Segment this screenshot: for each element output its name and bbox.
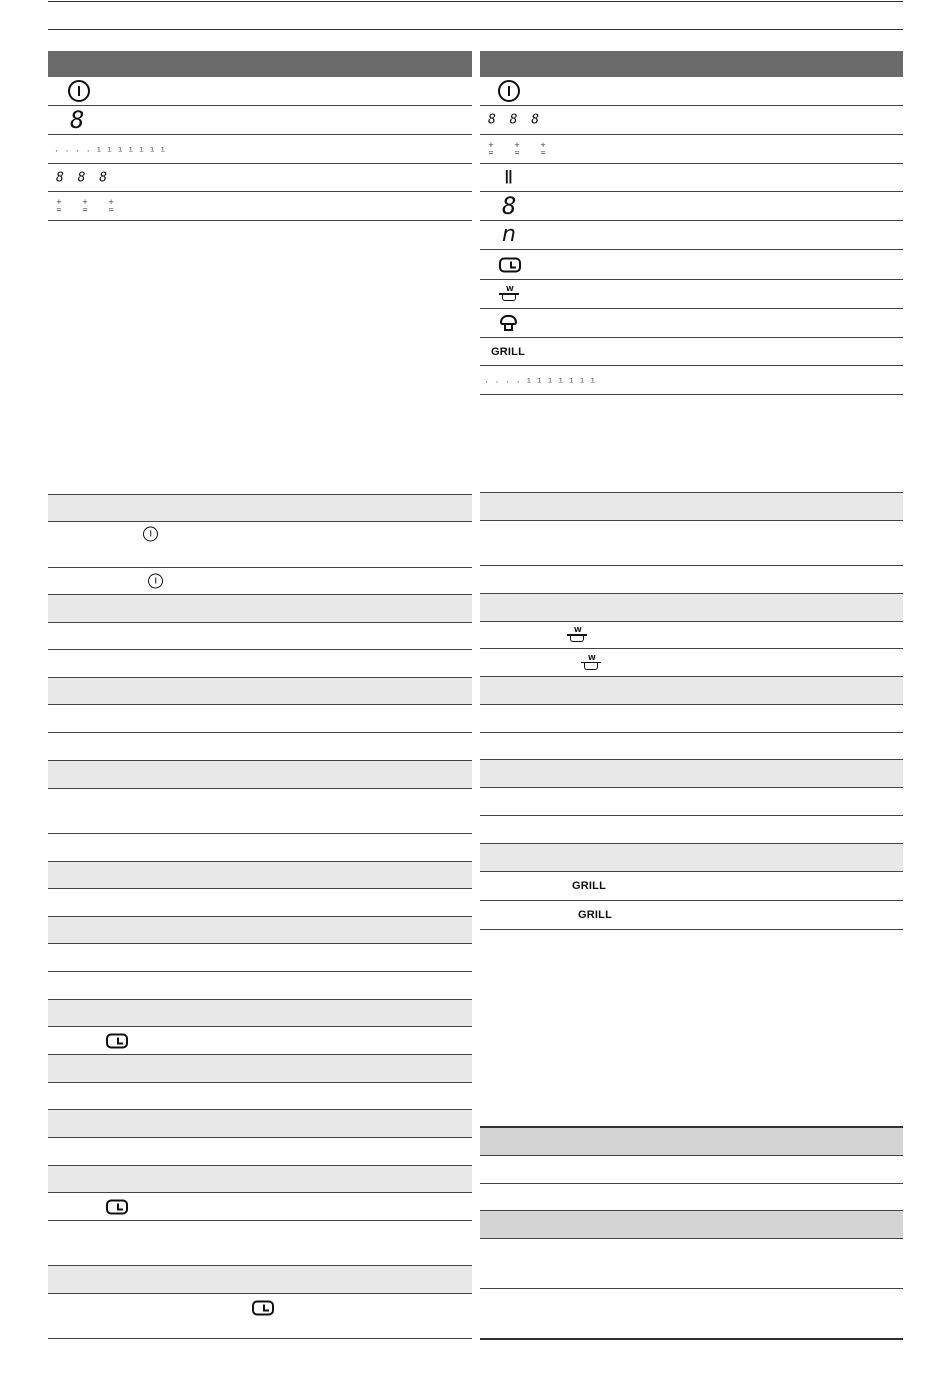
right-step-row: [480, 566, 903, 594]
clock-icon: [252, 1301, 274, 1316]
right-symbol-row-bars: [480, 366, 903, 395]
right-symbol-table: [480, 51, 903, 395]
header-rule-top: [48, 1, 903, 2]
right-step-row: [480, 705, 903, 733]
left-symbol-row-plus-minus: [48, 192, 472, 221]
left-section-header: [48, 1055, 472, 1083]
left-step-row: [48, 733, 472, 761]
left-section-header: [48, 862, 472, 889]
left-step-row: [48, 944, 472, 972]
right-small-row: [480, 1184, 903, 1211]
right-symbol-row-power: [480, 77, 903, 106]
left-section-header: [48, 917, 472, 944]
triple-digit-display-icon: 8 8 8: [488, 112, 543, 128]
right-step-row: [480, 816, 903, 844]
right-section-header: [480, 677, 903, 705]
right-section-header: [480, 493, 903, 521]
right-step-row: [480, 733, 903, 760]
left-step-row: [48, 1138, 472, 1166]
clock-icon: [106, 1033, 128, 1048]
plus-icons: + + +: [488, 141, 556, 149]
right-small-row: [480, 1239, 903, 1289]
left-symbol-row-power: [48, 77, 472, 106]
left-step-row: [48, 789, 472, 834]
right-section-header: [480, 760, 903, 788]
digit-display-icon: 8: [70, 106, 85, 134]
left-step-row: [48, 623, 472, 650]
pot-icon: W: [499, 285, 519, 303]
grill-icon: GRILL: [491, 345, 525, 358]
left-step-row: [48, 568, 472, 595]
right-symbol-row-clock: [480, 250, 903, 280]
left-section-header: [48, 761, 472, 789]
left-step-row: [48, 650, 472, 678]
right-step-row: [480, 788, 903, 816]
left-step-row: [48, 1221, 472, 1266]
left-step-row: [48, 1027, 472, 1055]
left-section-header: [48, 1266, 472, 1294]
left-section-header: [48, 495, 472, 522]
power-icon: [68, 80, 90, 102]
power-level-bars-icon: . . . . ı ı ı ı ı ı ı: [484, 375, 596, 385]
left-symbol-table: [48, 51, 472, 221]
clock-icon: [106, 1199, 128, 1214]
right-step-row: [480, 622, 903, 649]
power-icon: [143, 527, 158, 542]
digit-display-icon: 8: [502, 192, 517, 220]
right-section-header: [480, 844, 903, 872]
left-instruction-table: [48, 494, 472, 1339]
right-step-row: [480, 872, 903, 901]
right-small-row: [480, 1289, 903, 1338]
left-step-row: [48, 522, 472, 568]
right-small-row: [480, 1156, 903, 1184]
left-symbol-row-bars: [48, 135, 472, 164]
n-segment-icon: n: [502, 222, 516, 247]
header-rule-bottom: [48, 29, 903, 30]
grill-icon: GRILL: [578, 909, 612, 921]
right-symbol-row-plus-minus: [480, 135, 903, 164]
triple-digit-display-icon: 8 8 8: [56, 170, 111, 185]
left-section-header: [48, 1166, 472, 1193]
power-level-bars-icon: . . . . ı ı ı ı ı ı ı: [54, 144, 166, 154]
clock-icon: [499, 257, 521, 272]
chef-hat-icon: [499, 314, 519, 332]
left-step-row: [48, 1083, 472, 1110]
pot-icon: W: [567, 626, 587, 644]
left-step-row: [48, 972, 472, 1000]
right-symbol-row-digit: [480, 192, 903, 221]
right-small-section-header: [480, 1128, 903, 1156]
left-section-header: [48, 595, 472, 623]
right-symbol-table-header: [480, 51, 903, 77]
minus-icons: = = =: [56, 206, 124, 214]
right-instruction-table: [480, 492, 903, 930]
pot-icon: W: [581, 654, 601, 672]
right-symbol-row-pot: [480, 280, 903, 309]
right-step-row: [480, 521, 903, 566]
left-section-header: [48, 1000, 472, 1027]
plus-icons: + + +: [56, 198, 124, 206]
left-symbol-row-digit: [48, 106, 472, 135]
minus-icons: = = =: [488, 149, 556, 157]
right-small-section-header: [480, 1211, 903, 1239]
left-step-row: [48, 834, 472, 862]
left-step-row: [48, 1193, 472, 1221]
right-symbol-row-digits: [480, 106, 903, 135]
right-small-table: [480, 1126, 903, 1340]
power-icon: [148, 574, 163, 589]
left-symbol-row-digits: [48, 164, 472, 192]
left-symbol-table-header: [48, 51, 472, 77]
pause-icon: II: [504, 166, 512, 188]
left-step-row: [48, 705, 472, 733]
left-section-header: [48, 1110, 472, 1138]
right-step-row: [480, 901, 903, 930]
right-step-row: [480, 649, 903, 677]
power-icon: [498, 80, 520, 102]
right-symbol-row-n: [480, 221, 903, 250]
right-symbol-row-pause: [480, 164, 903, 192]
left-step-row: [48, 1294, 472, 1339]
right-symbol-row-grill: [480, 338, 903, 366]
left-section-header: [48, 678, 472, 705]
grill-icon: GRILL: [572, 880, 606, 892]
right-section-header: [480, 594, 903, 622]
right-symbol-row-chef: [480, 309, 903, 338]
left-step-row: [48, 889, 472, 917]
